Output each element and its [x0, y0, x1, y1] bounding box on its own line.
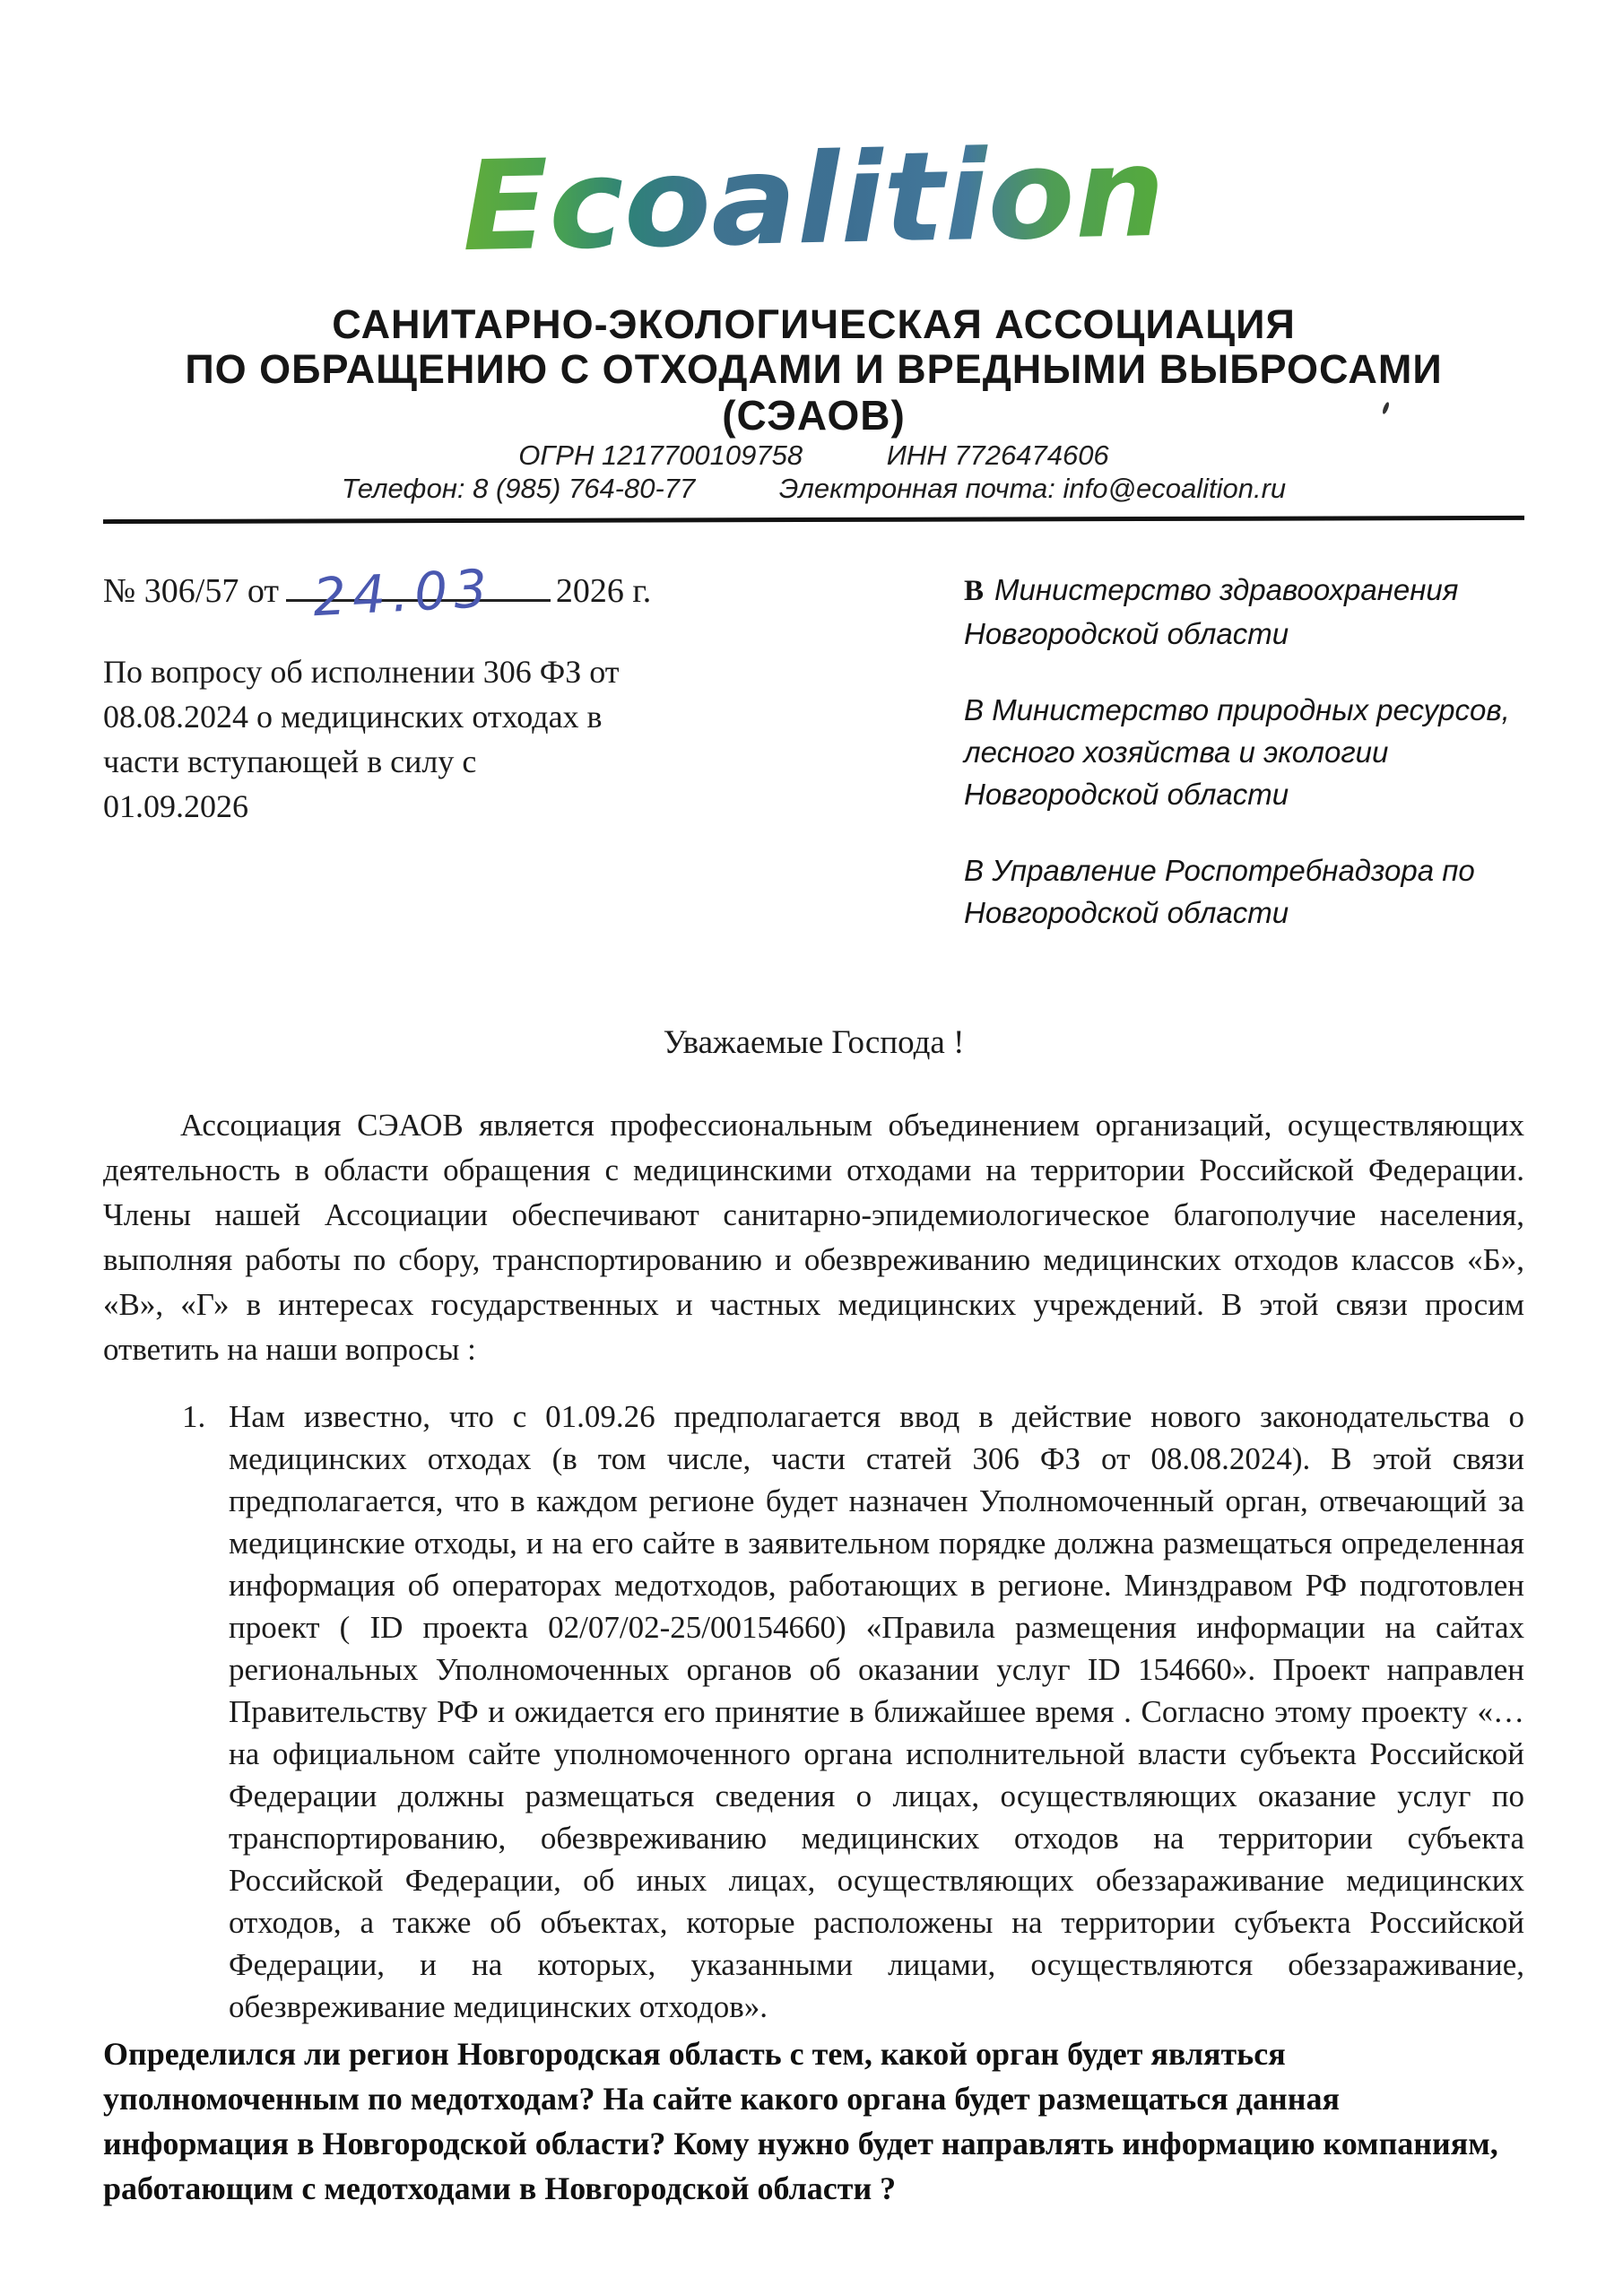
handwritten-date: 24.03 [311, 557, 495, 629]
org-abbreviation: (СЭАОВ) [722, 392, 906, 439]
date-underline [286, 557, 551, 629]
phone-value: Телефон: 8 (985) 764-80-77 [341, 473, 696, 504]
subject-paragraph: По вопросу об исполнении 306 ФЗ от 08.08.2024 о медицинских отходах в части вступающей в силу с 01.09.2026 [103, 654, 620, 824]
letter-body [103, 1023, 1524, 2211]
reference-year: 2026 г. [555, 572, 652, 610]
org-name-line1: САНИТАРНО-ЭКОЛОГИЧЕСКАЯ АССОЦИАЦИЯ [332, 301, 1296, 347]
recipients-block [964, 565, 1524, 934]
letterhead-divider [103, 516, 1524, 524]
reference-and-recipients [103, 557, 1524, 934]
recipient-name: Министерство природных ресурсов, лесного хозяйства и экологии Новгородской области [964, 693, 1510, 811]
inn-value: ИНН 7726474606 [886, 439, 1109, 471]
question-item-1 [103, 1396, 1524, 2028]
recipient-prefix: В [964, 575, 985, 607]
reference-number-line [103, 557, 652, 629]
recipient-prefix: В [964, 693, 985, 726]
registration-line [103, 439, 1524, 472]
intro-paragraph: Ассоциация СЭАОВ является профессиональным объединением организаций, осуществляющих деятельность в области обращения с медицинскими отходами на территории Российской Федерации. Члены нашей Ассоциации обеспечивают санитарно-эпидемиологическое благополучие населения, выполняя работы по сбору, транспортированию и обезвреживанию медицинских отходов классов «Б», «В», «Г» в интересах государственных и частных медицинских учреждений. В этой связи просим ответить на наши вопросы : [103, 1108, 1524, 1367]
recipient-prefix: В [964, 854, 985, 887]
reference-block [103, 557, 652, 934]
question-item-text: Нам известно, что с 01.09.26 предполагается ввод в действие нового законодательства о медицинских отходах (в том числе, части статей 306 ФЗ от 08.08.2024). В этой связи предполагается, что в каждом регионе будет назначен Уполномоченный орган, отвечающий за медицинские отходы, и на его сайте в заявительном порядке должна размещаться определенная информация об операторах медотходов, работающих в регионе. Минздравом РФ подготовлен проект ( ID проекта 02/07/02-25/00154660) «Правила размещения информации на сайтах региональных Уполномоченных органов об оказании услуг ID 154660». Проект направлен Правительству РФ и ожидается его принятие в ближайшее время . Согласно этому проекту «… на официальном сайте уполномоченного органа исполнительной власти субъекта Российской Федерации должны размещаться сведения о лицах, осуществляющих оказание услуг по транспортированию, обезвреживанию медицинских отходов на территории субъекта Российской Федерации, об иных лицах, осуществляющих обеззараживание медицинских отходов, а также об объектах, которые расположены на территории субъекта Российской Федерации, и на которых, указанными лицами, осуществляются обеззараживание, обезвреживание медицинских отходов». [229, 1399, 1524, 2024]
org-name-line2: ПО ОБРАЩЕНИЮ С ОТХОДАМИ И ВРЕДНЫМИ ВЫБРОСАМИ [185, 346, 1443, 392]
question-item-number: 1. [182, 1399, 206, 1434]
recipient-name: Министерство здравоохранения Новгородской области [964, 573, 1459, 650]
salutation: Уважаемые Господа ! [663, 1024, 965, 1061]
letterhead [103, 100, 1524, 522]
email-value: Электронная почта: info@ecoalition.ru [778, 473, 1287, 504]
recipient-name: Управление Роспотребнадзора по Новгородской области [964, 854, 1475, 929]
recipient-health-ministry [964, 569, 1524, 655]
questions-paragraph: Определился ли регион Новгородская область с тем, какой орган будет являться уполномоченным по медотходам? На сайте какого органа будет размещаться данная информация в Новгородской области? Кому нужно будет направлять информацию компаниям, работающим с медотходами в Новгородской области ? [103, 2036, 1498, 2206]
recipient-rospotrebnadzor [964, 849, 1524, 934]
recipient-nature-ministry [964, 689, 1524, 815]
reference-number: № 306/57 от [103, 572, 279, 610]
ecoalition-logo [103, 100, 1524, 295]
contact-info-line [103, 472, 1524, 505]
logo-text: Ecoalition [460, 120, 1150, 280]
ecoalition-logo-svg [456, 100, 1173, 291]
ogrn-value: ОГРН 1217700109758 [518, 439, 803, 471]
